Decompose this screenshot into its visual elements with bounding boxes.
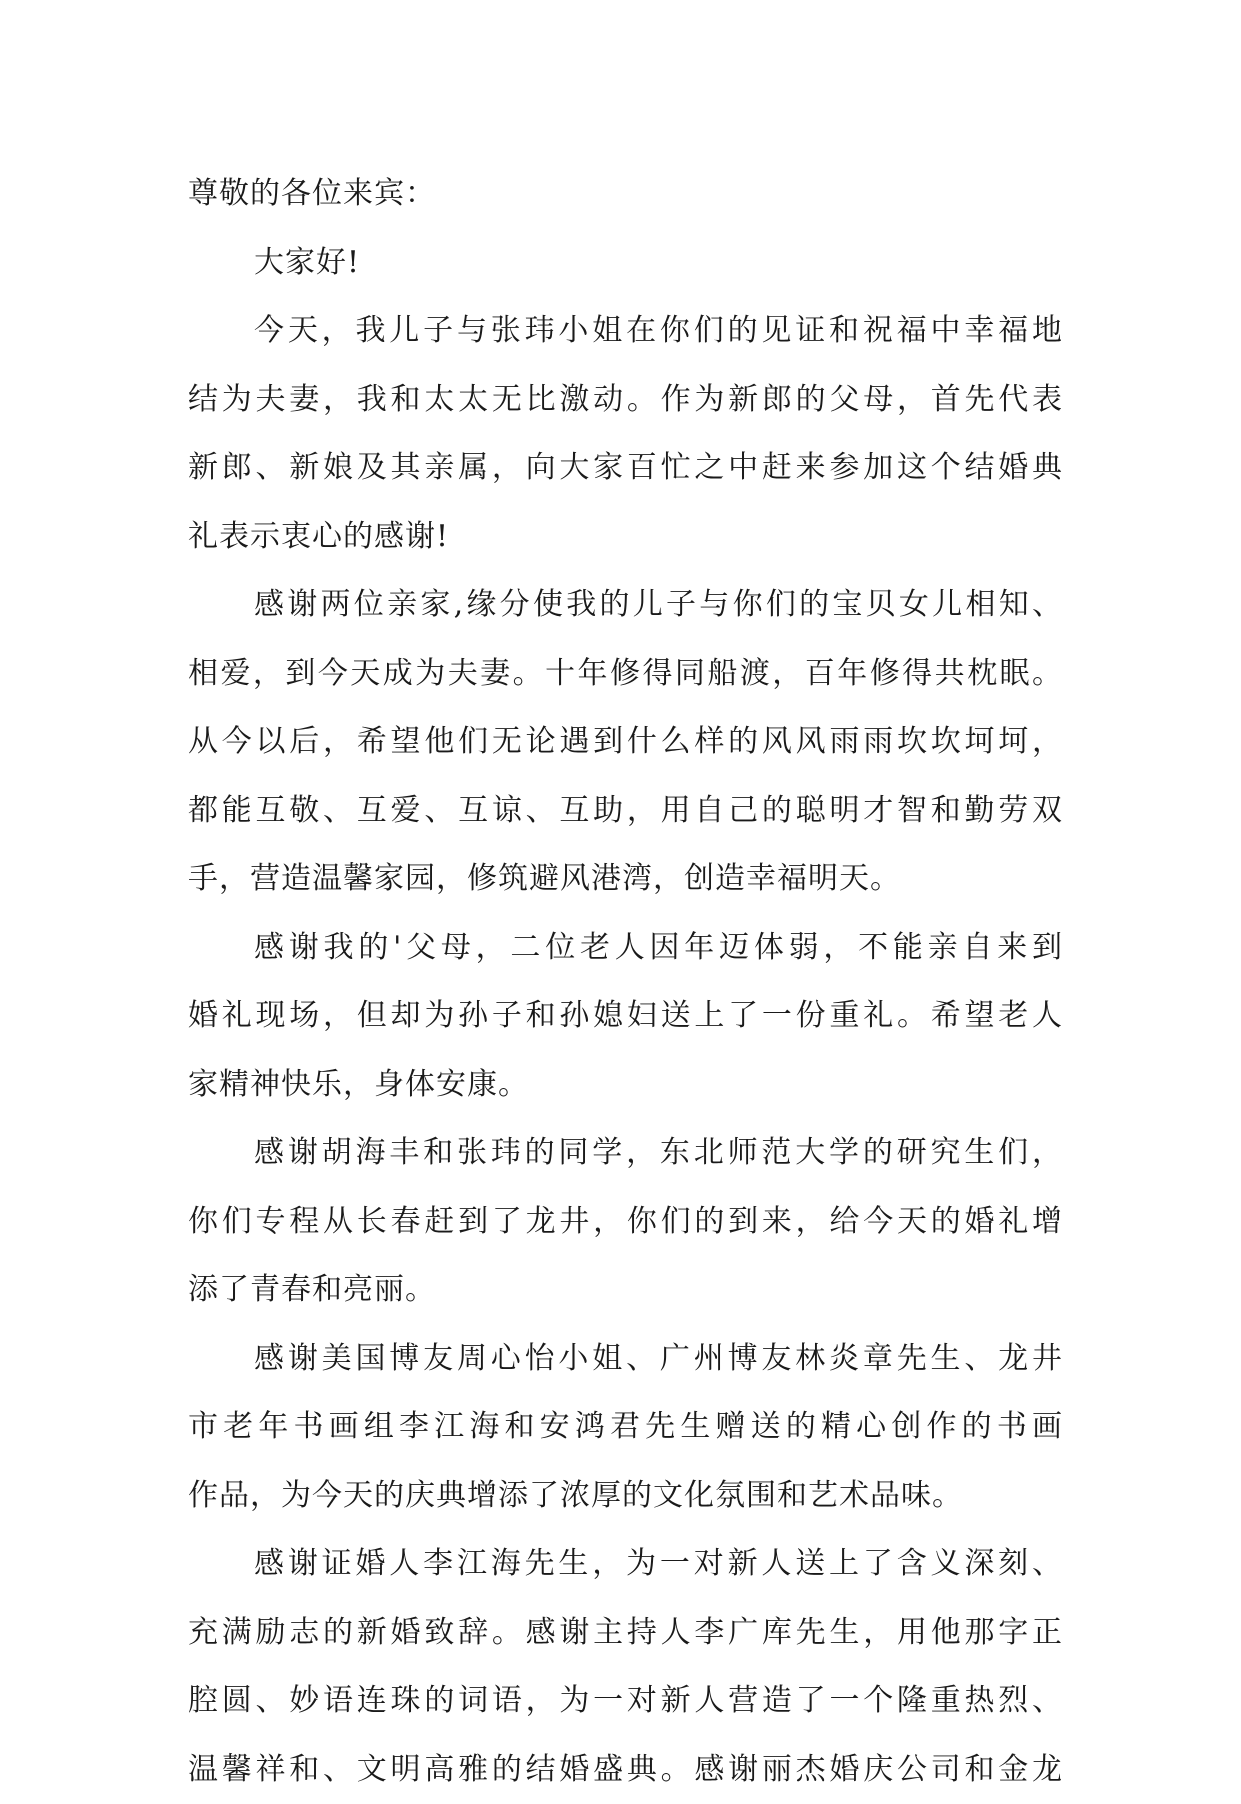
speech-text <box>188 160 1063 1804</box>
text-line: 感谢证婚人李江海先生，为一对新人送上了含义深刻、 <box>188 1530 1063 1599</box>
text-line: 感谢胡海丰和张玮的同学，东北师范大学的研究生们， <box>188 1119 1063 1188</box>
text-line: 婚礼现场，但却为孙子和孙媳妇送上了一份重礼。希望老人 <box>188 982 1063 1051</box>
text-line: 手，营造温馨家园，修筑避风港湾，创造幸福明天。 <box>188 845 1063 914</box>
text-line: 感谢美国博友周心怡小姐、广州博友林炎章先生、龙井 <box>188 1325 1063 1394</box>
text-line: 温馨祥和、文明高雅的结婚盛典。感谢丽杰婚庆公司和金龙 <box>188 1736 1063 1804</box>
text-line: 今天，我儿子与张玮小姐在你们的见证和祝福中幸福地 <box>188 297 1063 366</box>
text-line: 作品，为今天的庆典增添了浓厚的文化氛围和艺术品味。 <box>188 1462 1063 1531</box>
text-line: 家精神快乐，身体安康。 <box>188 1051 1063 1120</box>
text-line: 腔圆、妙语连珠的词语，为一对新人营造了一个隆重热烈、 <box>188 1667 1063 1736</box>
text-line: 礼表示衷心的感谢! <box>188 503 1063 572</box>
text-line: 充满励志的新婚致辞。感谢主持人李广库先生，用他那字正 <box>188 1599 1063 1668</box>
text-line: 相爱，到今天成为夫妻。十年修得同船渡，百年修得共枕眠。 <box>188 640 1063 709</box>
text-line: 添了青春和亮丽。 <box>188 1256 1063 1325</box>
text-line: 感谢两位亲家,缘分使我的儿子与你们的宝贝女儿相知、 <box>188 571 1063 640</box>
text-line: 新郎、新娘及其亲属，向大家百忙之中赶来参加这个结婚典 <box>188 434 1063 503</box>
text-line: 大家好! <box>188 229 1063 298</box>
text-line: 从今以后，希望他们无论遇到什么样的风风雨雨坎坎坷坷， <box>188 708 1063 777</box>
text-line: 都能互敬、互爱、互谅、互助，用自己的聪明才智和勤劳双 <box>188 777 1063 846</box>
text-line: 感谢我的'父母，二位老人因年迈体弱，不能亲自来到 <box>188 914 1063 983</box>
text-line: 尊敬的各位来宾： <box>188 160 1063 229</box>
text-line: 你们专程从长春赶到了龙井，你们的到来，给今天的婚礼增 <box>188 1188 1063 1257</box>
text-line: 结为夫妻，我和太太无比激动。作为新郎的父母，首先代表 <box>188 366 1063 435</box>
text-line: 市老年书画组李江海和安鸿君先生赠送的精心创作的书画 <box>188 1393 1063 1462</box>
